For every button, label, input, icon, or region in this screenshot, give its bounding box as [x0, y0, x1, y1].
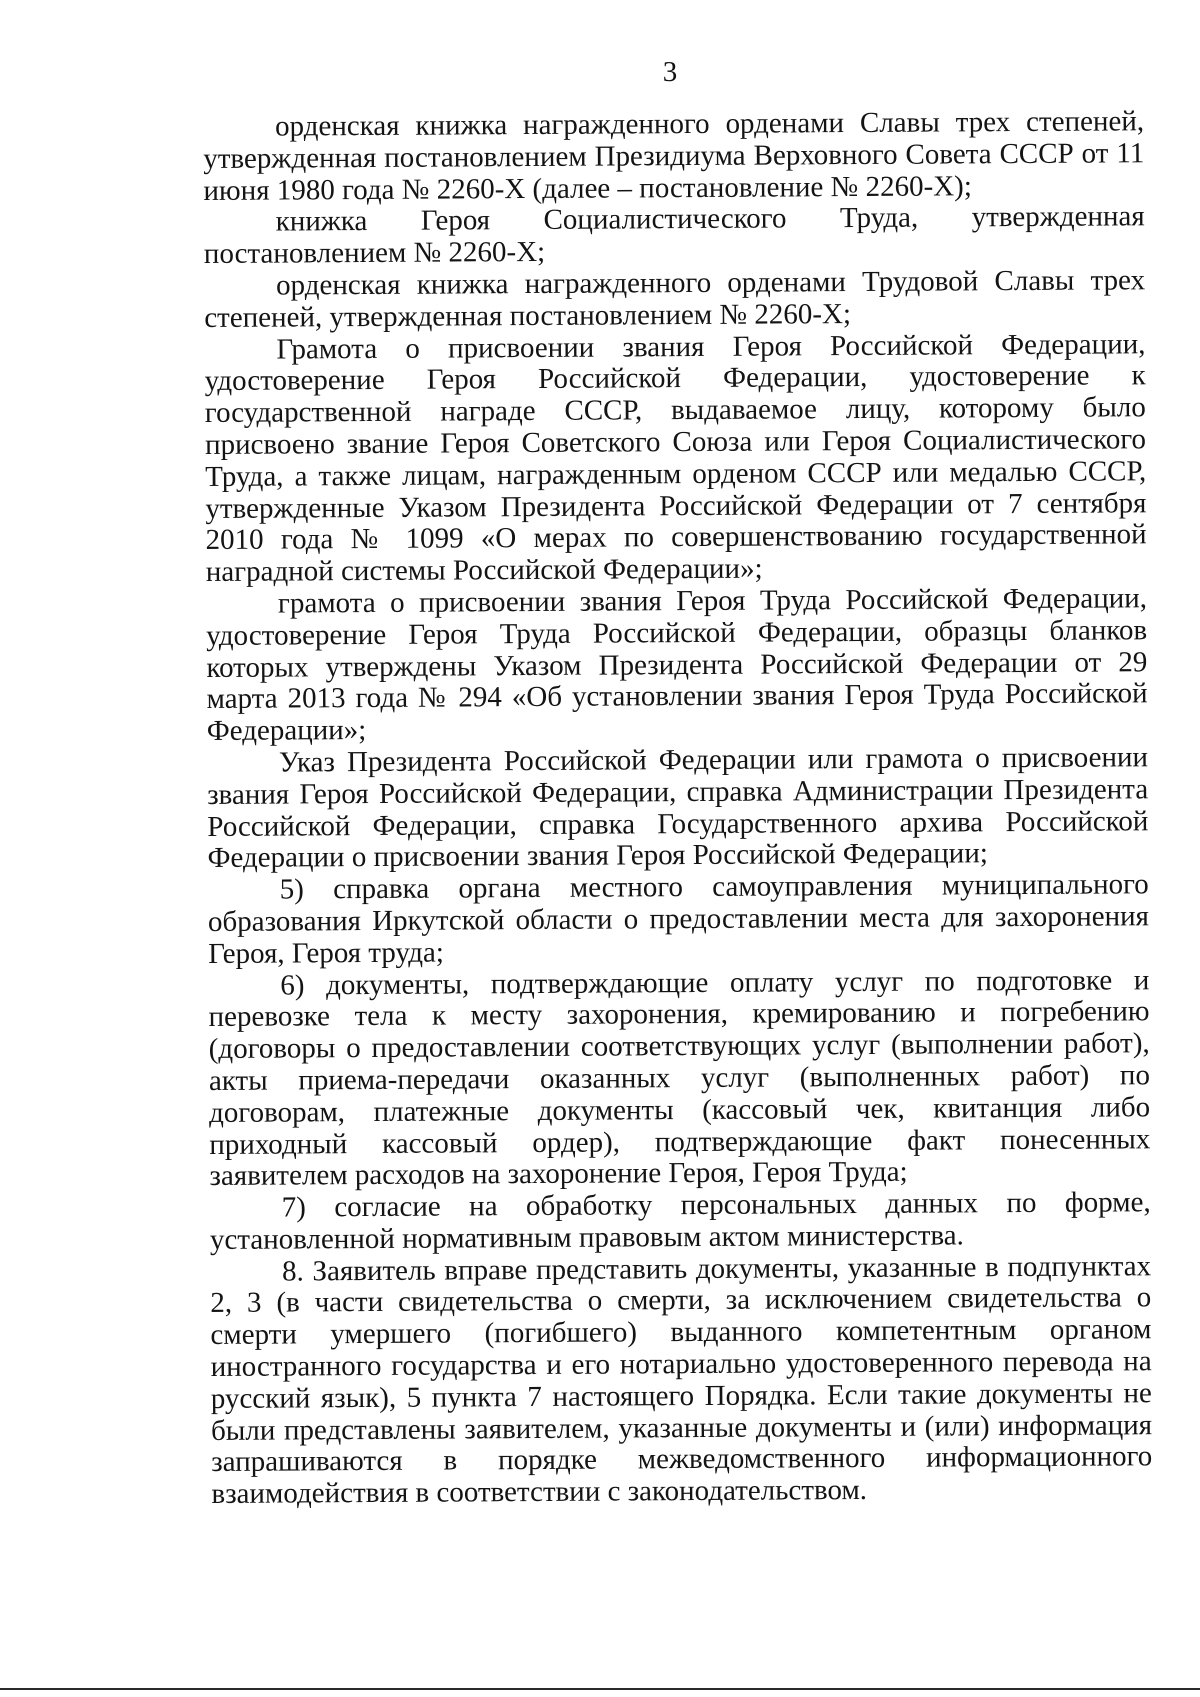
paragraph-hero-rf-certificate: Грамота о присвоении звания Героя Российской Федерации, удостоверение Героя Российской Федерации, удостоверение к государственной награде СССР, выдаваемое лицу, которому было присвоено звание Героя Советского Союза или Героя Социалистического Труда, а также лицам, награжденным орденом СССР или медалью СССР, утвержденные Указом Президента Российской Федерации от 7 сентября 2010 года № 1099 «О мерах по совершенствованию государственной наградной системы Российской Федерации»;: [204, 327, 1147, 589]
page-number: 3: [662, 56, 678, 88]
scan-edge-line: [0, 1688, 1200, 1690]
document-body: [203, 106, 1153, 1511]
paragraph-order-book-glory: орденская книжка награжденного орденами Славы трех степеней, утвержденная постановлением Президиума Верховного Совета СССР от 11 июня 1980 года № 2260-Х (далее – постановление № 2260-Х);: [203, 105, 1145, 207]
paragraph-clause-8: 8. Заявитель вправе представить документы, указанные в подпунктах 2, 3 (в части свидетельства о смерти, за исключением свидетельства о смерти умершего (погибшего) выданного компетентным органом иностранного государства и его нотариально удостоверенного перевода на русский язык), 5 пункта 7 настоящего Порядка. Если такие документы не были представлены заявителем, указанные документы и (или) информация запрашиваются в порядке межведомственного информационного взаимодействия в соответствии с законодательством.: [210, 1249, 1153, 1511]
paragraph-item-7: 7) согласие на обработку персональных данных по форме, установленной нормативным правовым актом министерства.: [209, 1186, 1151, 1256]
paragraph-hero-labor-book: книжка Героя Социалистического Труда, утвержденная постановлением № 2260-Х;: [203, 200, 1145, 271]
paragraph-item-5: 5) справка органа местного самоуправления муниципального образования Иркутской области о предоставлении места для захоронения Героя, Героя труда;: [207, 868, 1150, 970]
paragraph-item-6: 6) документы, подтверждающие оплату услуг по подготовке и перевозке тела к месту захоронения, кремированию и погребению (договоры о предоставлении соответствующих услуг (выполнении работ), акты приема-передачи оказанных услуг (выполненных работ) по договорам, платежные документы (кассовый чек, квитанция либо приходный кассовый ордер), подтверждающие факт понесенных заявителем расходов на захоронение Героя, Героя Труда;: [208, 963, 1151, 1193]
paragraph-order-book-labor-glory: орденская книжка награжденного орденами Трудовой Славы трех степеней, утвержденная постановлением № 2260-Х;: [204, 264, 1146, 334]
paragraph-presidential-decree: Указ Президента Российской Федерации или грамота о присвоении звания Героя Российской Федерации, справка Администрации Президента Российской Федерации, справка Государственного архива Российской Федерации о присвоении звания Героя Российской Федерации;: [207, 741, 1149, 875]
paragraph-hero-labor-rf-certificate: грамота о присвоении звания Героя Труда Российской Федерации, удостоверение Героя Труда Российской Федерации, образцы бланков которых утверждены Указом Президента Российской Федерации от 29 марта 2013 года № 294 «Об установлении звания Героя Труда Российской Федерации»;: [206, 582, 1148, 748]
